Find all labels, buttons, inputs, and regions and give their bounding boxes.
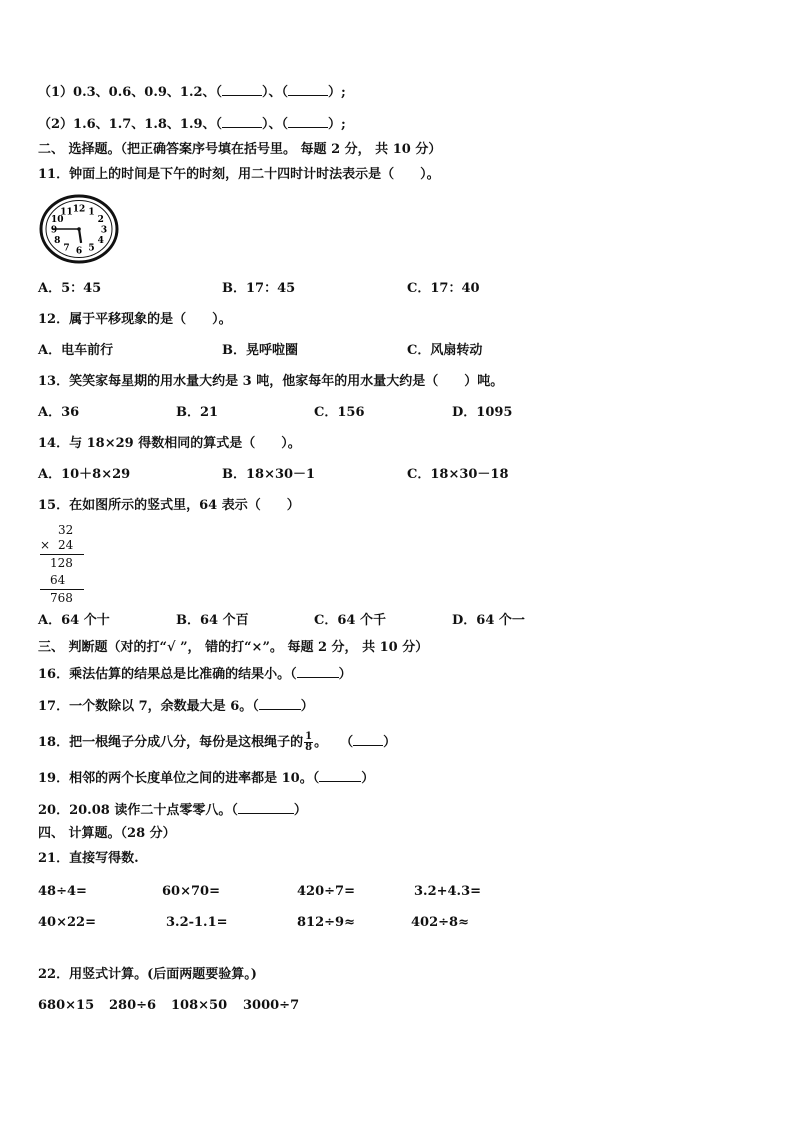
q12-option-b[interactable]: B．晃呼啦圈	[222, 343, 298, 358]
q15-option-a[interactable]: A．64 个十	[38, 613, 110, 628]
clock-number: 4	[97, 236, 104, 246]
clock-image	[39, 194, 119, 264]
q22-stem: 22．用竖式计算。(后面两题要验算。)	[38, 967, 257, 982]
q19-text: 19．相邻的两个长度单位之间的进率都是 10。（	[38, 771, 320, 786]
q15-option-c[interactable]: C．64 个千	[314, 613, 386, 628]
q12-stem: 12．属于平移现象的是（ ）。	[38, 312, 232, 327]
seq-2-suffix: ）;	[328, 117, 346, 132]
calc-item: 420÷7=	[297, 884, 355, 899]
calc-item: 108×50	[171, 998, 228, 1013]
q14-option-c[interactable]: C．18×30－18	[407, 467, 509, 482]
q18	[38, 732, 396, 753]
calc-item: 60×70=	[162, 884, 220, 899]
calc-item: 3000÷7	[243, 998, 300, 1013]
clock-number: 6	[75, 246, 83, 257]
q20-end: ）	[293, 803, 307, 818]
answer-blank[interactable]	[297, 664, 339, 678]
calc-item: 3.2-1.1=	[166, 915, 228, 930]
seq-1-suffix: ）;	[328, 85, 346, 100]
section-3-title: 三、 判断题（对的打“√ ”， 错的打“×”。 每题 2 分， 共 10 分）	[38, 640, 429, 655]
q16-end: ）	[338, 667, 352, 682]
q15-option-b[interactable]: B．64 个百	[176, 613, 249, 628]
seq-1-prefix: （1）0.3、0.6、0.9、1.2、（	[38, 85, 223, 100]
seq-question-2	[38, 114, 346, 134]
q11-option-b[interactable]: B．17：45	[222, 281, 296, 296]
clock-number: 11	[60, 207, 73, 218]
vertical-multiplication	[38, 523, 98, 607]
calc-item: 280÷6	[109, 998, 157, 1013]
vertical-second-number: 24	[58, 538, 74, 552]
q17-text: 17．一个数除以 7，余数最大是 6。（	[38, 699, 259, 714]
q13-option-a[interactable]: A．36	[38, 405, 80, 420]
q11-option-a[interactable]: A．5：45	[38, 281, 102, 296]
q14-option-a[interactable]: A．10＋8×29	[38, 467, 131, 482]
clock-number: 9	[50, 225, 58, 236]
seq-2-prefix: （2）1.6、1.7、1.8、1.9、（	[38, 117, 223, 132]
clock-number: 7	[63, 243, 70, 254]
vertical-top-number: 32	[58, 523, 74, 537]
q19-end: ）	[361, 771, 375, 786]
q19	[38, 768, 374, 788]
calc-item: 680×15	[38, 998, 95, 1013]
answer-blank[interactable]	[353, 732, 383, 746]
q12-option-c[interactable]: C．风扇转动	[407, 343, 483, 358]
q18-after: 。 （	[314, 735, 354, 750]
clock-number: 2	[97, 215, 104, 225]
vertical-rule-2	[40, 589, 84, 590]
q13-option-b[interactable]: B．21	[176, 405, 219, 420]
q18-end: ）	[383, 735, 397, 750]
clock-number: 8	[54, 236, 61, 246]
q21-stem: 21．直接写得数.	[38, 851, 139, 866]
answer-blank[interactable]	[238, 800, 294, 814]
answer-blank[interactable]	[259, 696, 301, 710]
clock-number: 10	[51, 215, 64, 225]
q20	[38, 800, 307, 820]
vertical-partial-1: 128	[50, 556, 73, 570]
clock-number: 3	[100, 225, 108, 236]
fraction-numerator: 1	[305, 731, 313, 742]
calc-item: 40×22=	[38, 915, 96, 930]
clock-number: 5	[88, 243, 95, 254]
answer-blank[interactable]	[319, 768, 361, 782]
section-4-title: 四、 计算题。（28 分）	[38, 826, 176, 841]
q15-option-d[interactable]: D．64 个一	[452, 613, 525, 628]
vertical-rule-1	[40, 554, 84, 555]
fraction-one-eighth	[304, 732, 313, 753]
calc-item: 402÷8≈	[411, 915, 469, 930]
answer-blank[interactable]	[288, 114, 328, 128]
calc-item: 3.2+4.3=	[414, 884, 482, 899]
q20-text: 20．20.08 读作二十点零零八。（	[38, 803, 238, 818]
q17-end: ）	[300, 699, 314, 714]
q16-text: 16．乘法估算的结果总是比准确的结果小。（	[38, 667, 297, 682]
clock-number: 1	[88, 207, 95, 218]
vertical-result: 768	[50, 591, 73, 605]
clock-hour-hand	[79, 229, 81, 243]
answer-blank[interactable]	[288, 82, 328, 96]
q16	[38, 664, 352, 684]
answer-blank[interactable]	[222, 82, 262, 96]
q14-option-b[interactable]: B．18×30－1	[222, 467, 316, 482]
clock-center	[77, 227, 81, 231]
q11-stem: 11．钟面上的时间是下午的时刻，用二十四时计时法表示是（ ）。	[38, 167, 440, 182]
q11-option-c[interactable]: C．17：40	[407, 281, 480, 296]
answer-blank[interactable]	[222, 114, 262, 128]
calc-item: 812÷9≈	[297, 915, 355, 930]
seq-2-mid: ）、（	[262, 117, 289, 132]
q18-text: 18．把一根绳子分成八分，每份是这根绳子的	[38, 735, 304, 750]
q12-option-a[interactable]: A．电车前行	[38, 343, 114, 358]
seq-question-1	[38, 82, 346, 102]
q13-option-d[interactable]: D．1095	[452, 405, 513, 420]
q17	[38, 696, 314, 716]
fraction-denominator: 8	[305, 742, 313, 753]
q13-option-c[interactable]: C．156	[314, 405, 365, 420]
q15-stem: 15．在如图所示的竖式里，64 表示（ ）	[38, 498, 300, 513]
clock-number: 12	[72, 204, 86, 215]
q14-stem: 14．与 18×29 得数相同的算式是（ ）。	[38, 436, 301, 451]
section-2-title: 二、 选择题。（把正确答案序号填在括号里。 每题 2 分， 共 10 分）	[38, 142, 442, 157]
vertical-partial-2: 64	[50, 573, 66, 587]
q13-stem: 13．笑笑家每星期的用水量大约是 3 吨，他家每年的用水量大约是（ ）吨。	[38, 374, 504, 389]
calc-item: 48÷4=	[38, 884, 87, 899]
seq-1-mid: ）、（	[262, 85, 289, 100]
vertical-operator: ×	[40, 538, 51, 552]
